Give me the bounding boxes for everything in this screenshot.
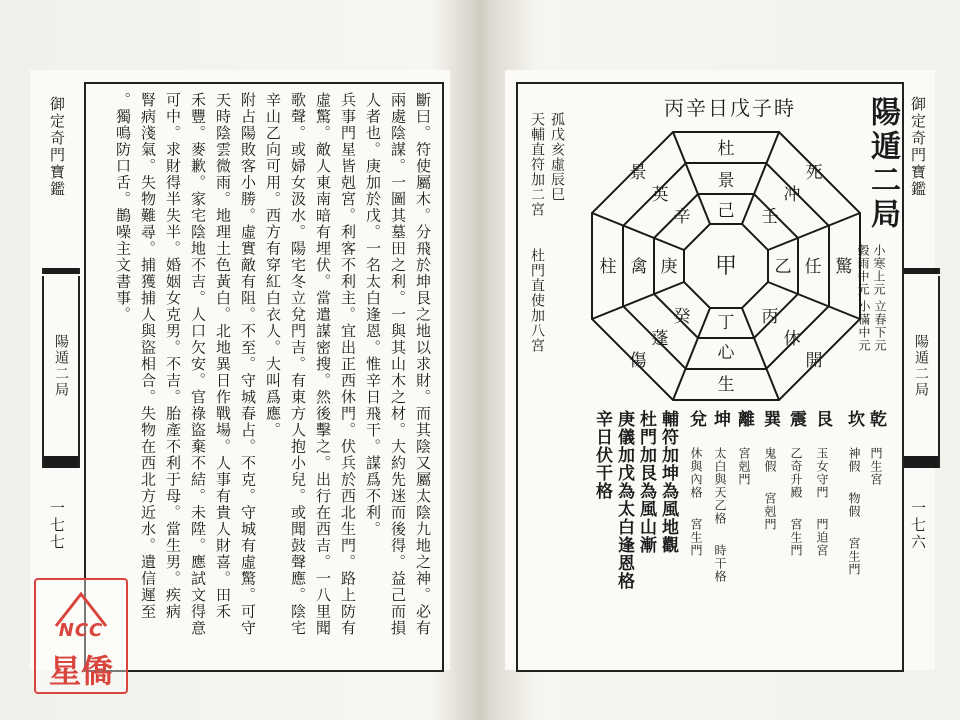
- gua-note: 門迫宮: [815, 518, 829, 557]
- gua-name: 兌: [686, 410, 706, 428]
- qimen-octagon-diagram: [588, 128, 864, 404]
- diagram-cell: 辛: [673, 207, 691, 227]
- left-text-block: [100, 92, 432, 652]
- gua-note: 玉女守門: [815, 447, 829, 499]
- diagram-cell: 生: [717, 375, 735, 395]
- right-section-tab-bottom: [902, 456, 940, 468]
- gua-name: 巽: [760, 410, 780, 428]
- diagram-cell: 心: [717, 343, 735, 363]
- center-stem: 甲: [714, 254, 738, 279]
- gua-note: 神假: [847, 447, 861, 473]
- seal-latin: NCC: [58, 620, 104, 641]
- right-section-tab-top: [902, 268, 940, 274]
- note-column: 杜門加艮為風山漸: [636, 410, 656, 554]
- bagua-entry-xun: [758, 410, 783, 531]
- gua-name: 離: [734, 410, 754, 428]
- seal-name: 星僑: [48, 652, 113, 690]
- bagua-entry-qian: [864, 410, 889, 486]
- gua-note: 宮生門: [689, 518, 703, 557]
- bagua-entry-li: [732, 410, 757, 486]
- door-info: 杜門直使加八宮: [529, 248, 545, 353]
- text-column: 人者也。庚加於戊。一名太白逢恩。惟辛日飛干。謀爲不利。: [364, 92, 382, 538]
- right-page-number: 一七六: [909, 500, 927, 551]
- left-section-tab: 陽遁二局: [42, 276, 80, 456]
- gua-name: 坤: [710, 410, 730, 428]
- text-column: 。獨鳴防口舌。鵲噪主文書事。: [114, 92, 132, 323]
- right-running-head: 御定奇門寶鑑: [909, 96, 927, 198]
- solar-terms-left-a: 小寒上元: [872, 244, 886, 296]
- note-column: 庚儀加戊為太白逢恩格: [614, 410, 634, 590]
- diagram-cell: 死: [805, 163, 823, 183]
- gua-note: 宮生門: [789, 518, 803, 557]
- diagram-cell: 蓬: [651, 329, 669, 349]
- gua-note: 時干格: [713, 544, 727, 583]
- solar-terms-right-a: 立春下元: [873, 300, 887, 352]
- diagram-cell: 英: [651, 185, 669, 205]
- diagram-cell: 癸: [673, 307, 691, 327]
- gua-note: 宮生門: [847, 537, 861, 576]
- gua-note: 物假: [847, 492, 861, 518]
- diagram-cell: 丙: [761, 307, 779, 327]
- left-running-head: 御定奇門寶鑑: [48, 96, 66, 198]
- diagram-cell: 驚: [835, 257, 853, 277]
- diagram-cell: 休: [783, 329, 801, 349]
- gua-name: 震: [786, 410, 806, 428]
- right-section-tab: 陽遁二局: [902, 276, 940, 456]
- diagram-cell: 冲: [783, 185, 801, 205]
- diagram-cell: 禽: [630, 257, 648, 277]
- diagram-cell: 壬: [761, 207, 779, 227]
- left-section-tab-top: [42, 268, 80, 274]
- note-column: 辛日伏干格: [592, 410, 612, 500]
- text-column: 兵事門星皆剋宮。利客不利主。宜出正西休門。伏兵於西北生門。路上防有: [339, 92, 357, 637]
- diagram-cell: 乙: [774, 257, 792, 277]
- gua-name: 坎: [844, 410, 864, 428]
- gua-note: 宮剋門: [763, 492, 777, 531]
- gua-note: 鬼假: [763, 447, 777, 473]
- diagram-cell: 傷: [629, 351, 647, 371]
- diagram-cell: 庚: [660, 257, 678, 277]
- diagram-cell: 柱: [599, 257, 617, 277]
- solar-terms-left-b: 穀雨中元: [856, 244, 870, 296]
- bagua-entry-dui: [684, 410, 709, 557]
- solar-terms-right-b: 小滿中元: [857, 300, 871, 352]
- left-page-number: 一七七: [48, 500, 66, 551]
- text-column: 虛驚。敵人東南暗有埋伏。當遣謀密搜。然後擊之。出行在西吉。一八里聞: [314, 92, 332, 637]
- hour-label: 丙辛日戊子時: [664, 96, 796, 120]
- gua-note: 乙奇升殿: [789, 447, 803, 499]
- diagram-cell: 己: [717, 201, 735, 221]
- gua-note: 休與內格: [689, 447, 703, 499]
- gua-name: 乾: [866, 410, 886, 428]
- left-section-tab-bottom: [42, 456, 80, 468]
- text-column: 兩處陰謀。一圖其墓田之利。一與其山木之材。大約先迷而後得。益己而損: [389, 92, 407, 637]
- text-column: 禾豐。麥歉。家宅陰地不吉。人口欠安。官祿盜棄不結。未陞。應試文得意: [189, 92, 207, 637]
- text-column: 斷曰。符使屬木。分飛於坤艮之地以求財。而其陰又屬太陰九地之神。必有: [414, 92, 432, 637]
- gua-note: 宮剋門: [737, 447, 751, 486]
- text-column: 辛山乙向可用。西方有穿紅白衣人。大叫爲應。: [264, 92, 282, 439]
- text-column: 附占陽敗客小勝。虛實敵有阻。不至。守城春占。不克。守城有虛驚。可守: [239, 92, 257, 637]
- xun-info-a: 孤戊亥虛辰巳: [549, 112, 565, 202]
- note-column: 輔符加坤為風地觀: [658, 410, 678, 554]
- diagram-cell: 丁: [717, 313, 735, 333]
- ncc-watermark-seal: [34, 578, 128, 694]
- bagua-entry-gen: [810, 410, 835, 557]
- gua-note: 太白與天乙格: [713, 447, 727, 525]
- diagram-cell: 杜: [717, 139, 735, 159]
- bagua-entry-kan: [842, 410, 867, 576]
- diagram-cell: 任: [804, 257, 822, 277]
- text-column: 天時陰雲微雨。地理土色黃白。北地異日作戰場。人事有貴人財喜。田禾: [214, 92, 232, 620]
- text-column: 可中。求財得半失半。婚姻女克男。不吉。胎產不利于母。當生男。疾病: [164, 92, 182, 620]
- gua-name: 艮: [812, 410, 832, 428]
- xun-info-b: 天輔直符加二宮: [529, 112, 545, 217]
- bagua-entry-kun: [708, 410, 733, 583]
- text-column: 腎病淺氣。失物難尋。捕獲捕人與盜相合。失物在西北方近水。遺信遲至: [139, 92, 157, 620]
- diagram-cell: 開: [805, 351, 823, 371]
- bagua-entry-zhen: [784, 410, 809, 557]
- diagram-cell: 景: [629, 163, 647, 183]
- text-column: 歌聲。或婦女汲水。陽宅冬立兌門吉。有東方人抱小兒。或聞鼓聲應。陰宅: [289, 92, 307, 637]
- chart-title: 陽遁二局: [865, 96, 900, 232]
- diagram-cell: 景: [717, 171, 735, 191]
- gua-note: 門生宮: [869, 447, 883, 486]
